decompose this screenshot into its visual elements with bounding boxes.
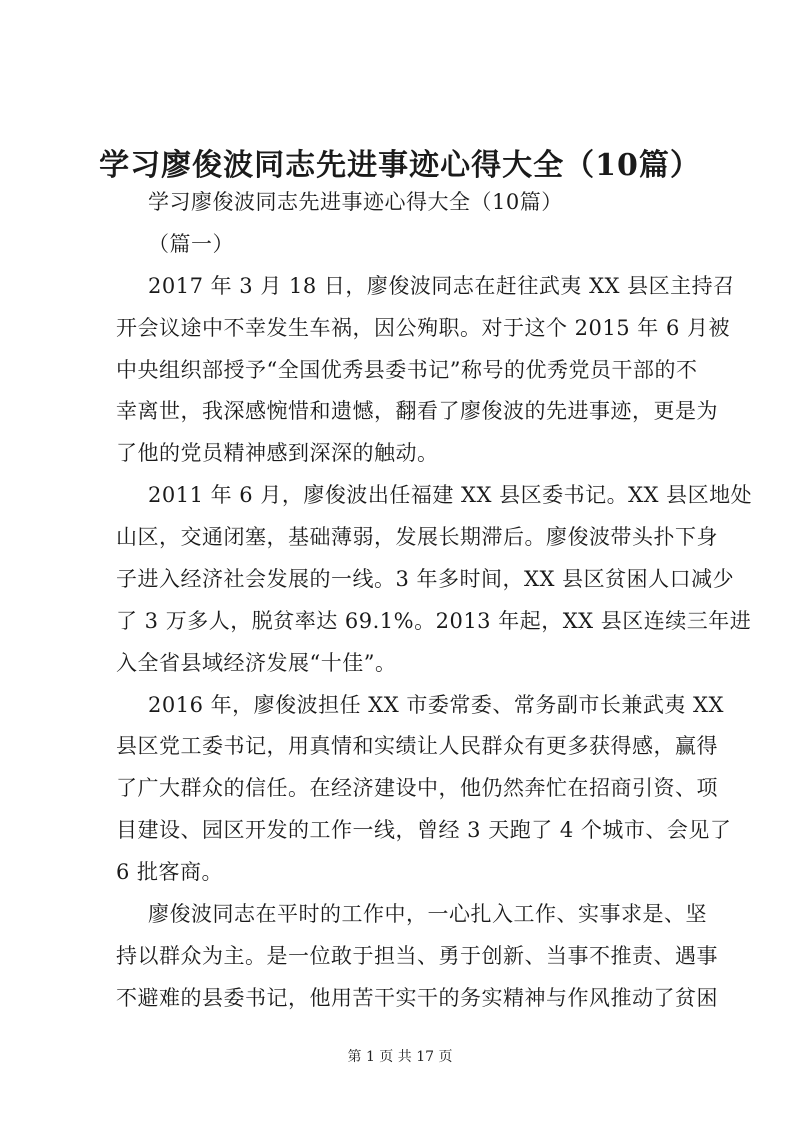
- paragraph-line: 2017 年 3 月 18 日，廖俊波同志在赶往武夷 XX 县区主持召: [148, 274, 735, 298]
- document-subtitle: 学习廖俊波同志先进事迹心得大全（10篇）: [148, 190, 563, 214]
- paragraph-line: 县区党工委书记，用真情和实绩让人民群众有更多获得感，赢得: [116, 734, 718, 758]
- paragraph-line: 中央组织部授予“全国优秀县委书记”称号的优秀党员干部的不: [116, 358, 698, 382]
- paragraph-line: 山区，交通闭塞，基础薄弱，发展长期滞后。廖俊波带头扑下身: [116, 525, 718, 549]
- section-heading: （篇一）: [148, 232, 234, 256]
- paragraph-line: 2016 年，廖俊波担任 XX 市委常委、常务副市长兼武夷 XX: [148, 693, 724, 717]
- paragraph-line: 入全省县域经济发展“十佳”。: [116, 651, 397, 675]
- paragraph-line: 子进入经济社会发展的一线。3 年多时间，XX 县区贫困人口减少: [116, 567, 735, 591]
- page-number: 第 1 页 共 17 页: [347, 1049, 453, 1065]
- paragraph-line: 持以群众为主。是一位敢于担当、勇于创新、当事不推责、遇事: [116, 944, 718, 968]
- paragraph-line: 开会议途中不幸发生车祸，因公殉职。对于这个 2015 年 6 月被: [116, 316, 731, 340]
- paragraph-line: 6 批客商。: [116, 860, 224, 884]
- document-title: 学习廖俊波同志先进事迹心得大全（10篇）: [99, 148, 701, 183]
- paragraph-line: 2011 年 6 月，廖俊波出任福建 XX 县区委书记。XX 县区地处: [148, 483, 753, 507]
- paragraph-line: 幸离世，我深感惋惜和遗憾，翻看了廖俊波的先进事迹，更是为: [116, 399, 718, 423]
- paragraph-line: 了他的党员精神感到深深的触动。: [116, 441, 439, 465]
- paragraph-line: 廖俊波同志在平时的工作中，一心扎入工作、实事求是、坚: [148, 902, 707, 926]
- paragraph-line: 了 3 万多人，脱贫率达 69.1%。2013 年起，XX 县区连续三年进: [116, 609, 752, 633]
- paragraph-line: 了广大群众的信任。在经济建设中，他仍然奔忙在招商引资、项: [116, 776, 718, 800]
- paragraph-line: 目建设、园区开发的工作一线，曾经 3 天跑了 4 个城市、会见了: [116, 818, 732, 842]
- paragraph-line: 不避难的县委书记，他用苦干实干的务实精神与作风推动了贫困: [116, 986, 718, 1010]
